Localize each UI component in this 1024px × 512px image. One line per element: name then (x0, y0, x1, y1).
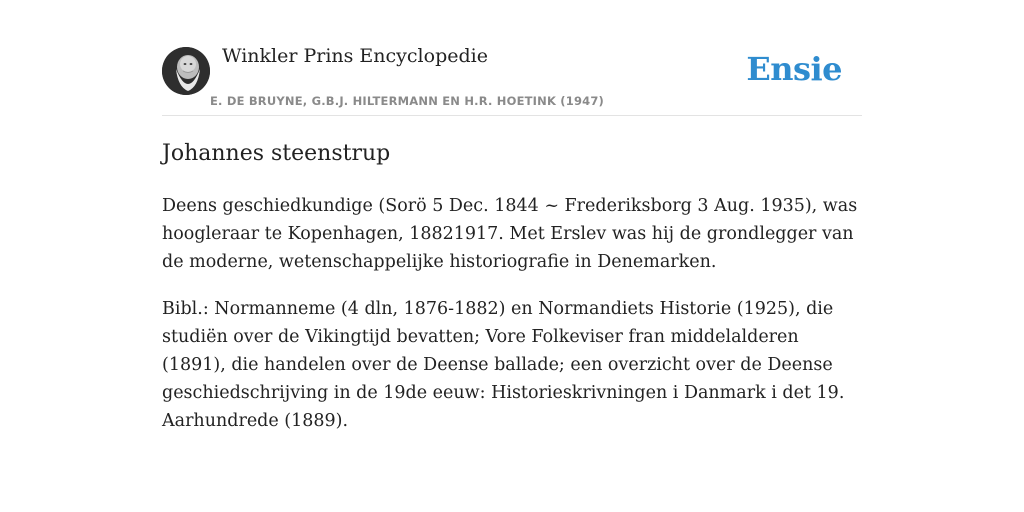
bearded-man-portrait-icon (162, 47, 210, 95)
author-avatar[interactable] (162, 47, 210, 95)
article-content (162, 138, 862, 435)
source-authors: E. DE BRUYNE, G.B.J. HILTERMANN EN H.R. HOETINK (1947) (210, 94, 605, 108)
source-header (162, 44, 862, 116)
article-paragraph-bibliography: Bibl.: Normanneme (4 dln, 1876-1882) en Normandiets Historie (1925), die studiën over de Vikingtijd bevatten; Vore Folkeviser fran middelalderen (1891), die handelen over de Deense ballade; een overzicht over de Deense geschiedschrijving in de 19de eeuw: Historieskrivningen i Danmark i det 19. Aarhundrede (1889). (162, 299, 845, 431)
article-paragraph: Deens geschiedkundige (Sorö 5 Dec. 1844 ~ Frederiksborg 3 Aug. 1935), was hoogleraar te Kopenhagen, 18821917. Met Erslev was hij de grondlegger van de moderne, wetenschappelijke historiografie in Denemarken. (162, 196, 858, 272)
ensie-logo[interactable]: Ensie (746, 50, 842, 88)
source-title[interactable]: Winkler Prins Encyclopedie (222, 45, 488, 67)
article-title: Johannes steenstrup (162, 141, 391, 166)
